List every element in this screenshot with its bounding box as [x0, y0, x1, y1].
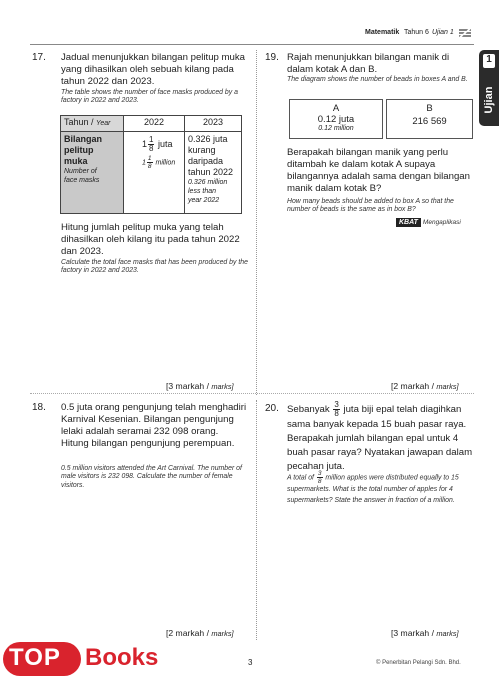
table-row-label: Bilangan pelitup muka Number of face masks: [61, 132, 124, 214]
table-cell-2023: 0.326 juta kurang daripada tahun 2022 0.326 million less than year 2022: [185, 132, 242, 214]
side-tab-number: 1: [486, 54, 492, 65]
topbooks-watermark-logo: [3, 638, 175, 684]
q18-marks: [2 markah / marks]: [166, 628, 234, 638]
box-a: [289, 99, 383, 139]
table-header-2022: 2022: [124, 116, 185, 132]
side-tab: [479, 50, 499, 126]
row-divider: [30, 393, 474, 394]
column-divider-top: [256, 50, 257, 395]
q19-question-english: How many beads should be added to box A so that the number of beads is the same as in box B?: [287, 198, 454, 214]
q17-table: [60, 115, 242, 214]
header-rule: [30, 44, 474, 45]
header-test: Ujian 1: [432, 29, 454, 36]
side-tab-label: Ujian: [483, 86, 495, 114]
publisher: © Penerbitan Pelangi Sdn. Bhd.: [376, 660, 461, 666]
q20-marks: [3 markah / marks]: [391, 628, 459, 638]
box-a-value: 0.12 juta: [317, 114, 355, 125]
q18-text: 0.5 juta orang pengunjung telah menghadiri Karnival Kesenian. Bilangan pengunjung lelaki adalah seramai 232 098 orang. Hitung bilangan pengunjung perempuan.: [61, 402, 247, 449]
q17-question-english: Calculate the total face masks that has been produced by the factory in 2022 and 2023.: [61, 259, 248, 275]
column-divider-bottom: [256, 400, 257, 640]
kbat-badge: [396, 218, 461, 227]
q19-marks: [2 markah / marks]: [391, 381, 459, 391]
q20-english: A total of $\frac{3}{8}$ million apples were distributed equally to 15 supermarkets. What is the total number of apples for 4 supermarkets? State the answer in fraction of a million.: [287, 470, 459, 504]
q17-number: 17.: [32, 52, 46, 63]
box-b-label: B: [426, 103, 433, 114]
q19-text: Rajah menunjukkan bilangan manik di dalam kotak A dan B.: [287, 52, 450, 75]
table-cell-2022: 1 $\frac{1}{8}$ juta 1 $\frac{1}{8}$ million: [124, 132, 185, 214]
box-b: [386, 99, 473, 139]
table-header-2023: 2023: [185, 116, 242, 132]
table-header-year: Tahun / Year: [61, 116, 124, 132]
q20-number: 20.: [265, 403, 279, 414]
q17-english: The table shows the number of face masks produced by a factory in 2022 and 2023.: [61, 89, 238, 105]
kbat-label: KBAT: [396, 218, 421, 227]
kbat-skill: Mengaplikasi: [422, 219, 461, 226]
q20-text: Sebanyak $\frac{3}{8}$ juta biji epal telah diagihkan sama banyak kepada 15 buah pasar raya. Berapakah jumlah bilangan epal untuk 4 buah pasar raya? Nyatakan jawapan dalam pecahan juta.: [287, 400, 473, 472]
q18-english: 0.5 million visitors attended the Art Carnival. The number of male visitors is 232 098. Calculate the number of female visitors.: [61, 465, 242, 489]
header-subject: Matematik: [365, 29, 400, 36]
stripes-icon: [459, 26, 471, 37]
header-year: Tahun 6: [404, 29, 429, 36]
q18-number: 18.: [32, 402, 46, 413]
watermark-top: TOP: [9, 644, 61, 671]
box-a-label: A: [332, 103, 340, 114]
q19-english: The diagram shows the number of beads in boxes A and B.: [287, 76, 468, 83]
page-number: 3: [248, 658, 253, 667]
q17-text: Jadual menunjukkan bilangan pelitup muka yang dihasilkan oleh sebuah kilang pada tahun 2022 dan 2023.: [61, 52, 246, 87]
q19-number: 19.: [265, 52, 279, 63]
q19-question: Berapakah bilangan manik yang perlu ditambah ke dalam kotak A supaya bilangannya adalah sama dengan bilangan manik dalam kotak B?: [287, 147, 470, 194]
box-b-value: 216 569: [412, 116, 447, 127]
watermark-books: Books: [85, 644, 159, 671]
q17-marks: [3 markah / marks]: [166, 381, 234, 391]
q17-question: Hitung jumlah pelitup muka yang telah dihasilkan oleh kilang itu pada tahun 2022 dan 2023.: [61, 222, 240, 257]
box-a-english: 0.12 million: [318, 125, 354, 132]
